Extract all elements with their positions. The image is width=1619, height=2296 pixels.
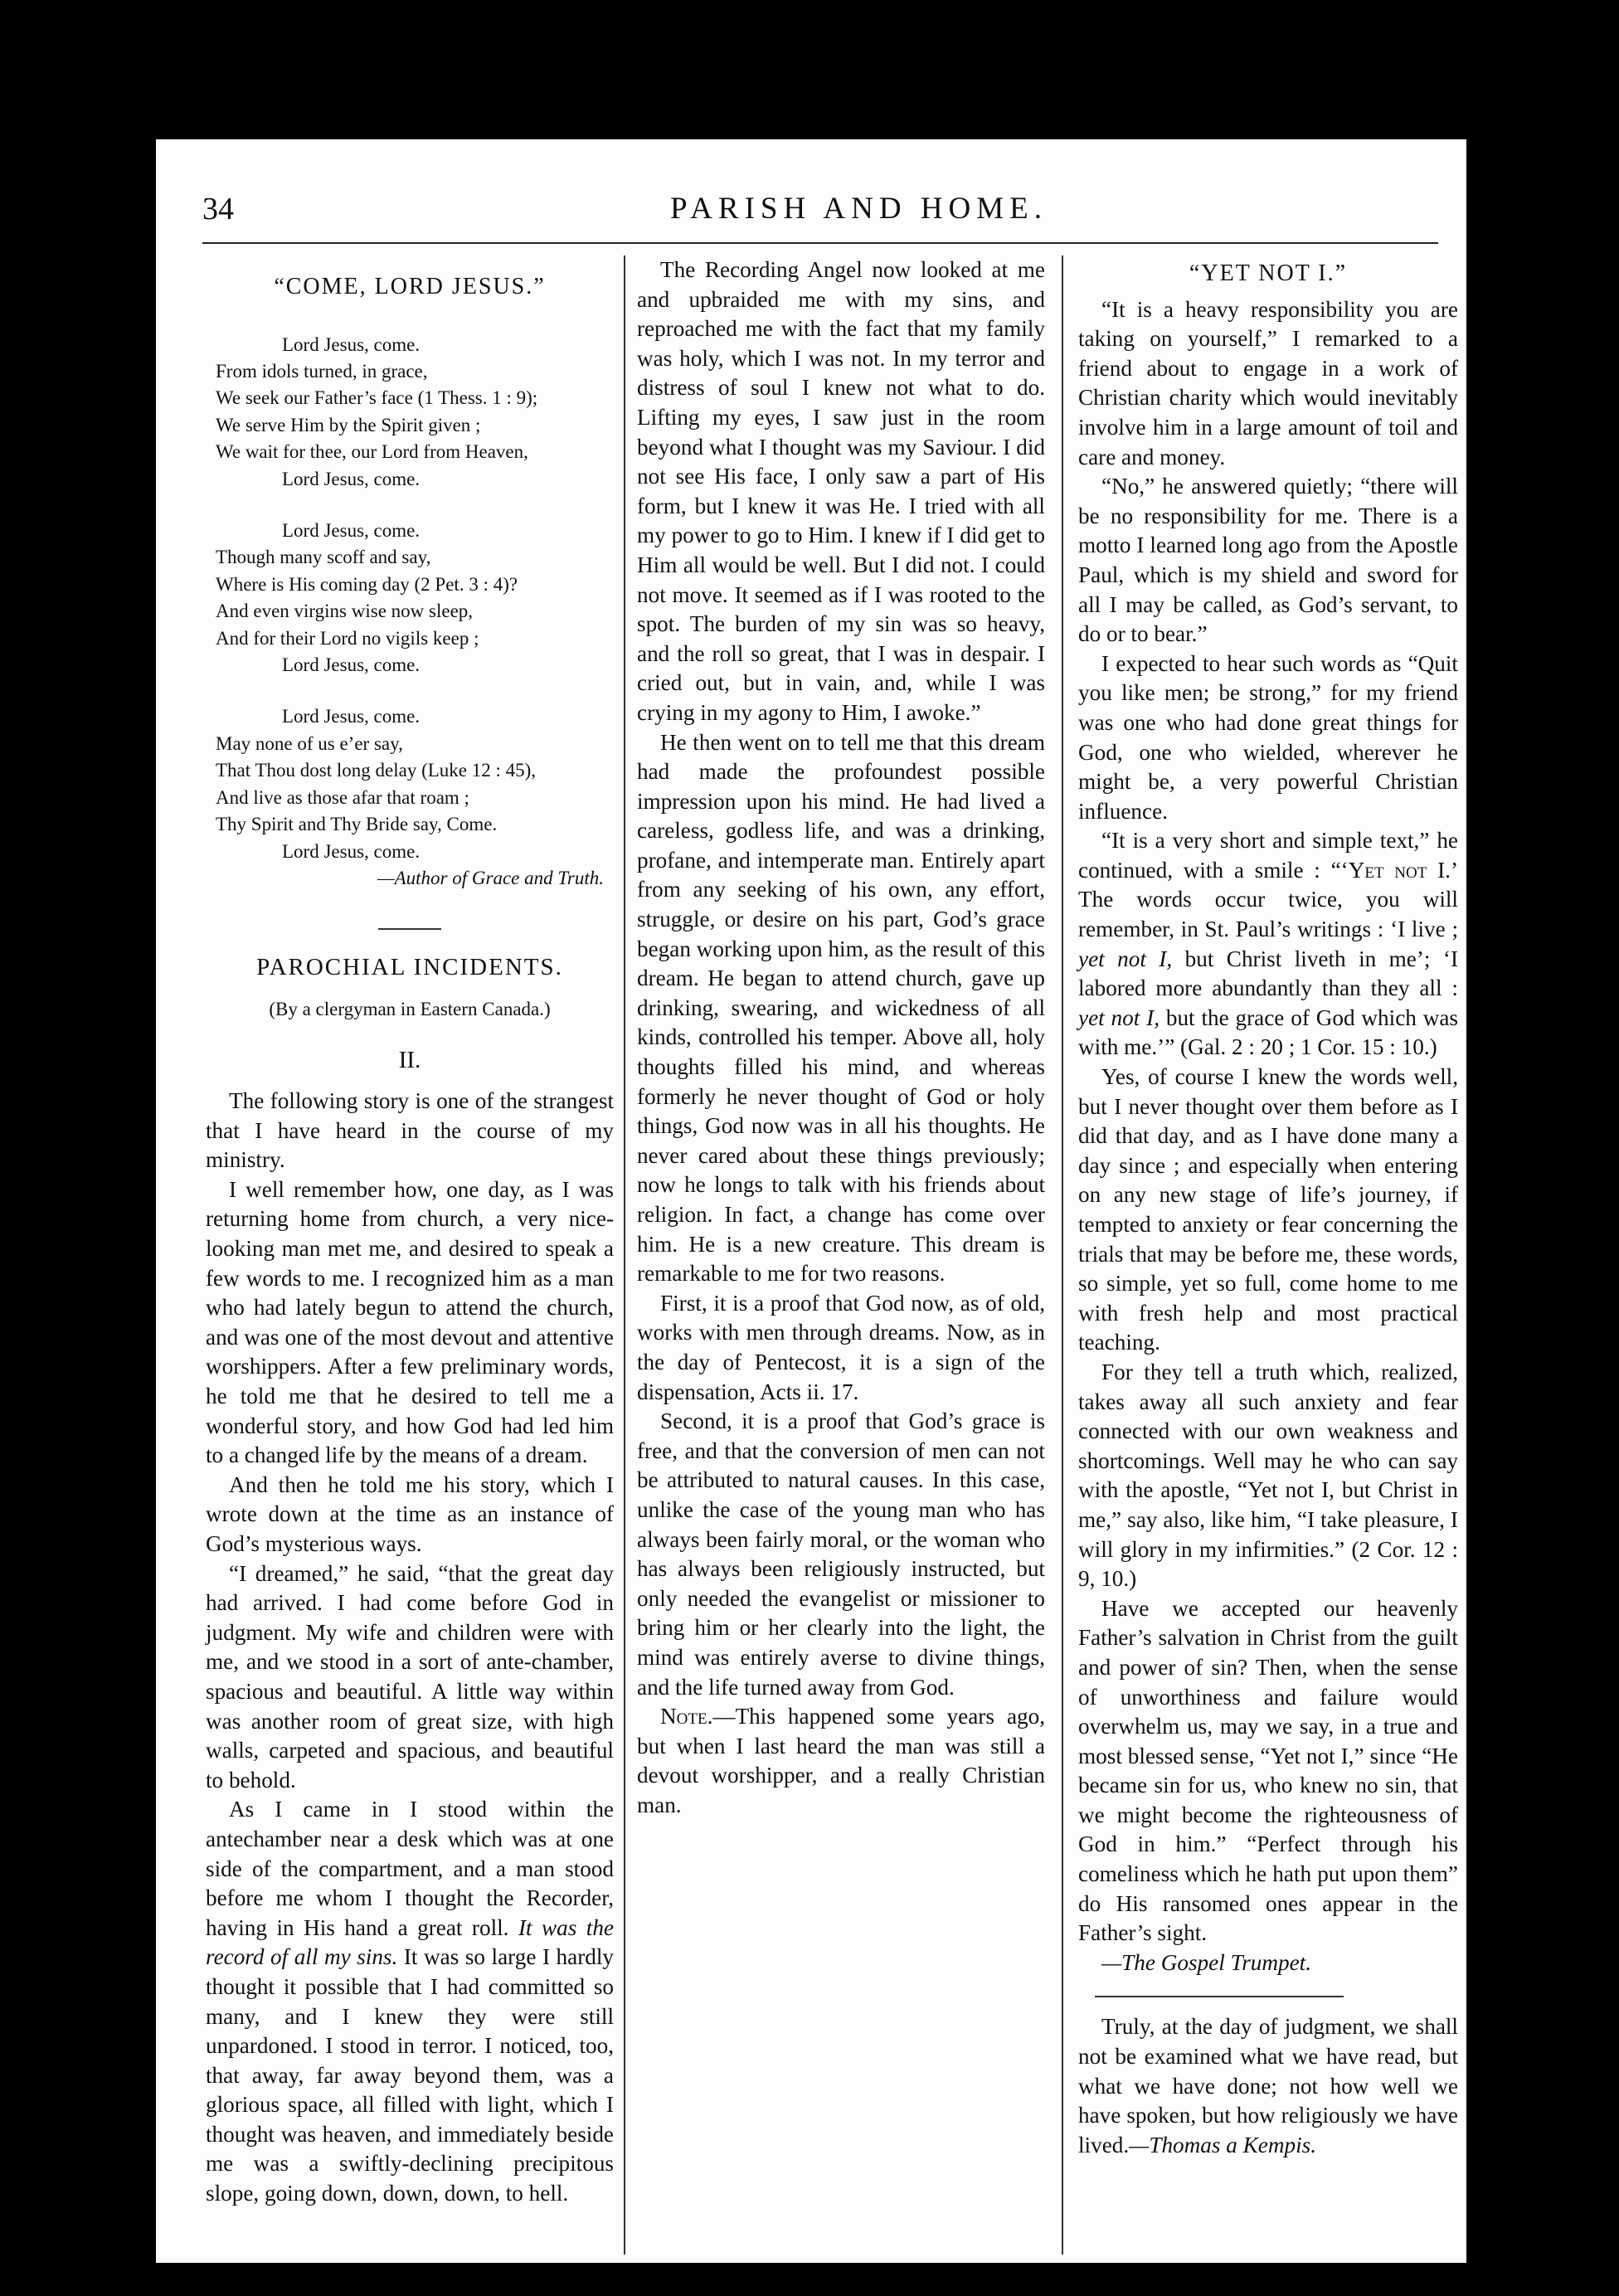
paragraph: I expected to hear such words as “Quit you like men; be strong,” for my friend was one who had done great things for God, one who wielded, wherever he might be, a very powerful Christian influence. xyxy=(1078,650,1458,824)
poem-line: Lord Jesus, come. xyxy=(282,654,421,676)
poem-line: And for their Lord no vigils keep ; xyxy=(216,627,479,649)
page-number: 34 xyxy=(202,192,234,226)
poem-line: Lord Jesus, come. xyxy=(282,468,421,489)
poem-line: Thy Spirit and Thy Bride say, Come. xyxy=(216,814,498,835)
paragraph: “It is a heavy responsibility you are taking on yourself,” I remarked to a friend about to engage in a work of Christian charity which would inevitably involve him in a large amount of toil and care and money. xyxy=(1078,296,1458,469)
paragraph-emphasis: It was the record of all my sins. xyxy=(206,1914,615,1970)
column-2 xyxy=(637,255,1045,1820)
paragraph-text: but the grace of God which was with me.’” (Gal. 2 : 20 ; 1 Cor. 15 : 10.) xyxy=(1078,1004,1459,1060)
page-header xyxy=(156,139,1466,272)
column-divider-2 xyxy=(1062,255,1063,2255)
poem-attribution: —Author of Grace and Truth. xyxy=(377,867,604,888)
paragraph-text: “It is a very short and simple text,” he continued, with a smile : “‘ xyxy=(1078,828,1458,883)
running-title: PARISH AND HOME. xyxy=(670,192,1048,226)
poem-line: And live as those afar that roam ; xyxy=(216,786,469,808)
column-1 xyxy=(206,255,614,2209)
poem-line: We wait for thee, our Lord from Heaven, xyxy=(216,441,528,463)
poem-line: Where is His coming day (2 Pet. 3 : 4)? xyxy=(216,573,518,595)
paragraph-text: It was so large I hardly thought it possible that I had committed so many, and I knew they were still unpardoned. I stood in terror. I noticed, too, that away, far away beyond them, was a glorious space, all filled with light, which I thought was heaven, and immediately beside me was a swiftly-declining precipitous slope, going down, down, down, to hell. xyxy=(206,1944,615,2206)
poem-line: Lord Jesus, come. xyxy=(282,520,421,542)
paragraph: The Recording Angel now looked at me and upbraided me with my sins, and reproached me with the fact that my family was holy, which I was not. In my terror and distress of soul I knew not what to do. Lifting my eyes, I saw just in the room beyond what I thought was my Saviour. I did not see His face, I only saw a part of His form, but I knew it was He. I tried with all my power to go to Him. I knew if I did get to Him all would be well. But I did not. I could not move. It seemed as if I was rooted to the spot. The burden of my sin was so heavy, and the roll so great, that I was in despair. I cried out, but in vain, and, while I was crying in my agony to Him, I awoke.” xyxy=(637,257,1045,725)
paragraph xyxy=(1078,826,1458,1063)
quote-text: Truly, at the day of judgment, we shall not be examined what we have read, but what we have done; not how well we have spoken, but how religiously we have lived. xyxy=(1078,2014,1458,2157)
paragraph: I well remember how, one day, as I was returning home from church, a very nice-looking man met me, and desired to speak a few words to me. I recognized him as a man who had lately begun to attend the church, and was one of the most devout and attentive worshippers. After a few preliminary words, he told me that he desired to tell me a wonderful story, and how God had led him to a changed life by the means of a dream. xyxy=(206,1176,614,1468)
paragraph: And then he told me his story, which I wrote down at the time as an instance of God’s mysterious ways. xyxy=(206,1471,614,1556)
quote-paragraph xyxy=(1078,2012,1458,2160)
column-divider-1 xyxy=(624,255,625,2255)
poem-line: From idols turned, in grace, xyxy=(216,361,428,382)
paragraph: “I dreamed,” he said, “that the great day had arrived. I had come before God in judgment. My wife and children were with me, and we stood in a sort of ante-chamber, spacious and beautiful. A little way within was another room of great size, with high walls, carpeted and spacious, and beautiful to behold. xyxy=(206,1560,614,1793)
paragraph: The following story is one of the strangest that I have heard in the course of my ministry. xyxy=(206,1088,614,1173)
section-separator xyxy=(1095,1996,1344,1997)
paragraph: “No,” he answered quietly; “there will be no responsibility for me. There is a motto I learned long ago from the Apostle Paul, which is my shield and sword for all I may be called, as God’s servant, to do or to bear.” xyxy=(1078,474,1458,647)
paragraph xyxy=(206,1795,614,2208)
small-caps-text: Yet not I. xyxy=(1348,857,1451,883)
poem-line: May none of us e’er say, xyxy=(216,732,403,754)
part-number: II. xyxy=(398,1046,421,1073)
paragraph: He then went on to tell me that this dream had made the profoundest possible impression upon his mind. He had lived a careless, godless life, and was a drinking, profane, and intemperate man. Entirely apart from any seeking of his own, any effort, struggle, or desire on his part, God’s grace began working upon him, as the result of this dream. He began to attend church, gave up drinking, swearing, and wickedness of all kinds, controlled his temper. Above all, holy thoughts filled his mind, and whereas formerly he never thought of God or holy things, God now was in all his thoughts. He never cared about these things previously; now he longs to talk with his friends about religion. In fact, a change has come over him. He is a new creature. This dream is remarkable to me for two reasons. xyxy=(637,729,1045,1287)
paragraph-emphasis: yet not I, xyxy=(1078,946,1173,971)
poem-line: And even virgins wise now sleep, xyxy=(216,601,474,622)
poem-line: Though many scoff and say, xyxy=(216,547,431,568)
paragraph-text: ’ The words occur twice, you will remember, in St. Paul’s writings : ‘I live ; xyxy=(1078,857,1458,942)
article-title: “YET NOT I.” xyxy=(1189,260,1348,286)
paragraph-emphasis: yet not I, xyxy=(1078,1004,1160,1030)
poem-title: “COME, LORD JESUS.” xyxy=(274,274,546,299)
section-separator xyxy=(378,928,441,930)
poem-line: That Thou dost long delay (Luke 12 : 45), xyxy=(216,760,537,781)
note-paragraph xyxy=(637,1702,1045,1820)
source-attribution: —The Gospel Trumpet. xyxy=(1101,1949,1312,1975)
paragraph-text: but Christ liveth in me’; ‘I labored more abundantly than they all : xyxy=(1078,946,1459,1001)
paragraph: For they tell a truth which, realized, takes away all such anxiety and fear connected with our own weakness and shortcomings. Well may he who can say with the apostle, “Yet not I, but Christ in me,” say also, like him, “I take pleasure, I will glory in my infirmities.” (2 Cor. 12 : 9, 10.) xyxy=(1078,1359,1458,1592)
paragraph-text: As I came in I stood within the antechamber near a desk which was at one side of the compartment, and a man stood before me whom I thought the Recorder, having in His hand a great roll. xyxy=(206,1797,614,1940)
section-byline: (By a clergyman in Eastern Canada.) xyxy=(269,998,551,1019)
paragraph: First, it is a proof that God now, as of old, works with men through dreams. Now, as in the day of Pentecost, it is a sign of the dispensation, Acts ii. 17. xyxy=(637,1290,1045,1404)
poem-line: Lord Jesus, come. xyxy=(282,333,421,355)
poem xyxy=(216,332,614,893)
poem-line: Lord Jesus, come. xyxy=(282,706,421,727)
column-3 xyxy=(1078,255,1458,2160)
poem-line: We seek our Father’s face (1 Thess. 1 : 9); xyxy=(216,387,538,409)
paragraph: Yes, of course I knew the words well, but I never thought over them before as I did that day, and as I have done many a day since ; and especially when entering on any new stage of life’s journey, if tempted to anxiety or fear concerning the trials that may be before me, these words, so simple, yet so full, come home to me with fresh help and most practical teaching. xyxy=(1078,1064,1458,1355)
paragraph: Second, it is a proof that God’s grace is free, and that the conversion of men can not be attributed to natural causes. In this case, unlike the case of the young man who has always been fairly moral, or the woman who has always been religiously instructed, but only needed the evangelist or missioner to bring him or her clearly into the light, the mind was entirely averse to divine things, and the life turned away from God. xyxy=(637,1408,1045,1700)
poem-line: Lord Jesus, come. xyxy=(282,840,421,862)
note-label: Note. xyxy=(660,1704,713,1729)
poem-line: We serve Him by the Spirit given ; xyxy=(216,414,481,435)
section-title: PAROCHIAL INCIDENTS. xyxy=(256,954,563,981)
header-rule xyxy=(202,242,1438,244)
quote-author: —Thomas a Kempis. xyxy=(1129,2132,1317,2157)
newspaper-page xyxy=(156,139,1466,2263)
note-text: —This happened some years ago, but when I last heard the man was still a devout worshipper, and a really Christian man. xyxy=(637,1704,1045,1817)
paragraph: Have we accepted our heavenly Father’s salvation in Christ from the guilt and power of sin? Then, when the sense of unworthiness and failure would overwhelm us, may we say, in a true and most blessed sense, “Yet not I,” since “He became sin for us, who knew no sin, that we might become the righteousness of God in him.” “Perfect through his comeliness which he hath put upon them” do His ransomed ones appear in the Father’s sight. xyxy=(1078,1595,1458,1946)
